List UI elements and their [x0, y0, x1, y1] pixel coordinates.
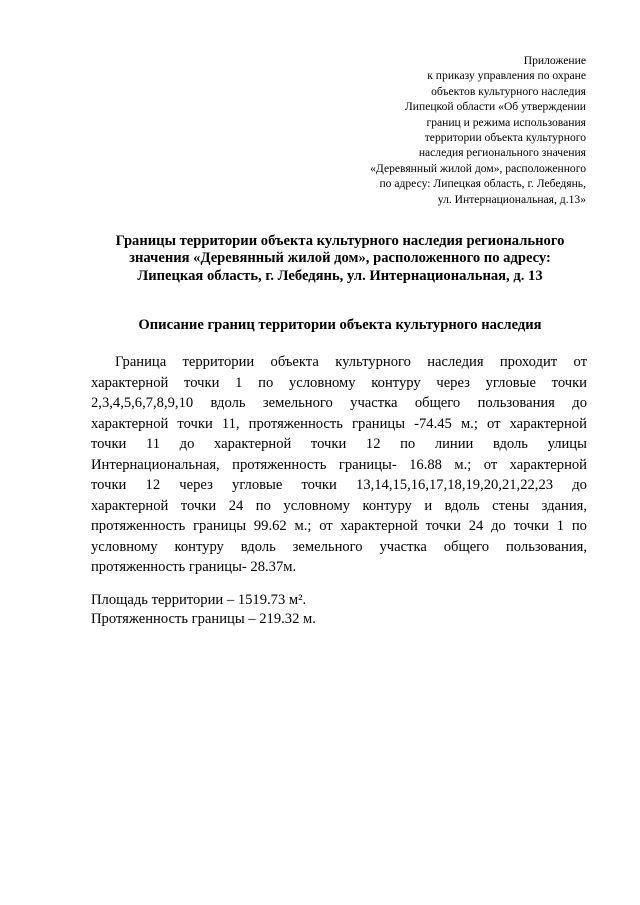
- word: условному: [283, 497, 350, 514]
- word: характерной: [340, 518, 418, 534]
- word: точки: [91, 477, 127, 493]
- description-line: [91, 516, 587, 537]
- word: протяженность: [91, 518, 186, 534]
- word: участка: [379, 538, 427, 555]
- appendix-line: Приложение: [523, 54, 586, 67]
- description-line: [91, 537, 587, 558]
- word: характерной: [91, 374, 169, 391]
- word: до: [572, 477, 587, 493]
- word: угловые: [232, 477, 283, 493]
- word: границы: [352, 415, 406, 432]
- word: м.;: [454, 456, 472, 473]
- description-line: [91, 496, 587, 517]
- word: 1: [235, 374, 243, 391]
- word: по: [255, 497, 271, 514]
- word: до: [572, 395, 587, 411]
- word: Граница: [115, 354, 167, 370]
- word: угловые: [485, 374, 536, 391]
- word: пользования: [477, 395, 555, 411]
- word: стены: [492, 497, 530, 514]
- word: точки: [513, 518, 549, 534]
- word: 12: [145, 477, 161, 493]
- word: характерной: [213, 436, 292, 452]
- description-line: [91, 393, 587, 414]
- word: точки: [425, 518, 461, 534]
- word: точки: [91, 436, 127, 452]
- word: 99.62: [253, 518, 287, 534]
- word: пользования,: [506, 538, 587, 555]
- word: контуру: [174, 538, 224, 555]
- word: Интернациональная,: [91, 456, 220, 473]
- appendix-line: Липецкой области «Об утверждении: [404, 100, 586, 114]
- title-line: значения «Деревянный жилой дом», расположенного по адресу:: [129, 250, 551, 267]
- word: культурного: [335, 354, 411, 370]
- word: характерной: [509, 456, 587, 473]
- word: точки: [301, 477, 337, 493]
- description-line: [91, 455, 587, 476]
- word: проходит: [499, 354, 558, 370]
- word: 1: [556, 518, 565, 534]
- word: по: [258, 374, 274, 391]
- word: условному: [91, 538, 158, 555]
- word: 24: [228, 497, 244, 514]
- word: характерной: [509, 415, 587, 432]
- word: улицы: [547, 436, 587, 452]
- word: характерной: [91, 497, 169, 514]
- word: от: [319, 518, 333, 534]
- word: точки: [177, 415, 213, 432]
- title-line: Границы территории объекта культурного наследия регионального: [115, 233, 565, 249]
- description-line: [91, 434, 587, 455]
- word: 16.88: [409, 456, 442, 473]
- word: до: [179, 436, 195, 452]
- summary-facts: [91, 591, 316, 628]
- word: от: [486, 415, 501, 432]
- boundary-description: [91, 352, 587, 578]
- appendix-line: к приказу управления по охране: [427, 69, 586, 83]
- word: здания,: [541, 497, 587, 514]
- word: 24: [468, 518, 484, 534]
- word: границы: [193, 518, 247, 534]
- word: наследия: [427, 354, 484, 370]
- word: от: [573, 354, 587, 370]
- word: по: [571, 518, 587, 534]
- appendix-line: по адресу: Липецкая область, г. Лебедянь,: [379, 177, 586, 191]
- word: по: [400, 436, 416, 452]
- word: м.;: [460, 415, 478, 432]
- area-value: Площадь территории – 1519.73 м².: [91, 592, 307, 608]
- word: вдоль: [444, 497, 480, 514]
- word: контуру: [362, 497, 412, 514]
- word: точки: [310, 436, 347, 452]
- title-line: Липецкая область, г. Лебедянь, ул. Интернациональная, д. 13: [137, 267, 543, 284]
- word: объекта: [270, 354, 319, 370]
- word: территории: [182, 354, 255, 370]
- document-title: [60, 233, 620, 285]
- appendix-header: [256, 53, 586, 207]
- appendix-line: «Деревянный жилой дом», расположенного: [370, 161, 586, 175]
- word: условному: [288, 374, 356, 391]
- word: границы-: [338, 456, 397, 473]
- word: точки: [180, 497, 217, 514]
- appendix-line: границ и режима использования: [426, 115, 586, 129]
- word: протяженность: [248, 415, 343, 432]
- word: общего: [414, 395, 461, 411]
- word: линии: [434, 436, 474, 452]
- section-heading: Описание границ территории объекта культурного наследия: [138, 317, 542, 333]
- description-line: [91, 475, 587, 496]
- description-line: протяженность границы- 28.37м.: [91, 559, 297, 575]
- appendix-line: наследия регионального значения: [418, 146, 586, 160]
- word: и: [424, 497, 433, 514]
- appendix-line: территории объекта культурного: [424, 131, 586, 145]
- word: 11: [145, 436, 161, 452]
- word: контуру: [371, 374, 421, 391]
- word: земельного: [262, 395, 333, 411]
- word: вдоль: [492, 436, 528, 452]
- word: до: [491, 518, 506, 534]
- word: 13,14,15,16,17,18,19,20,21,22,23: [356, 477, 554, 493]
- word: 11,: [221, 415, 240, 432]
- word: участка: [350, 395, 398, 411]
- appendix-line: ул. Интернациональная, д.13»: [437, 192, 586, 206]
- word: общего: [443, 538, 490, 555]
- boundary-length-value: Протяженность границы – 219.32 м.: [91, 610, 316, 627]
- word: -74.45: [414, 415, 452, 432]
- word: протяженность: [232, 456, 327, 473]
- description-line: [91, 352, 587, 373]
- word: через: [436, 374, 470, 391]
- word: вдоль: [240, 538, 276, 555]
- word: земельного: [292, 538, 363, 555]
- word: м.;: [294, 518, 312, 534]
- description-line: [91, 373, 587, 394]
- word: характерной: [91, 415, 169, 432]
- description-line: [91, 414, 587, 435]
- appendix-line: объектов культурного наследия: [431, 84, 586, 98]
- word: через: [179, 477, 213, 493]
- word: от: [483, 456, 498, 473]
- word: 12: [365, 436, 381, 452]
- word: 2,3,4,5,6,7,8,9,10: [91, 395, 194, 411]
- word: вдоль: [210, 395, 246, 411]
- word: точки: [551, 374, 587, 391]
- word: точки: [184, 374, 220, 391]
